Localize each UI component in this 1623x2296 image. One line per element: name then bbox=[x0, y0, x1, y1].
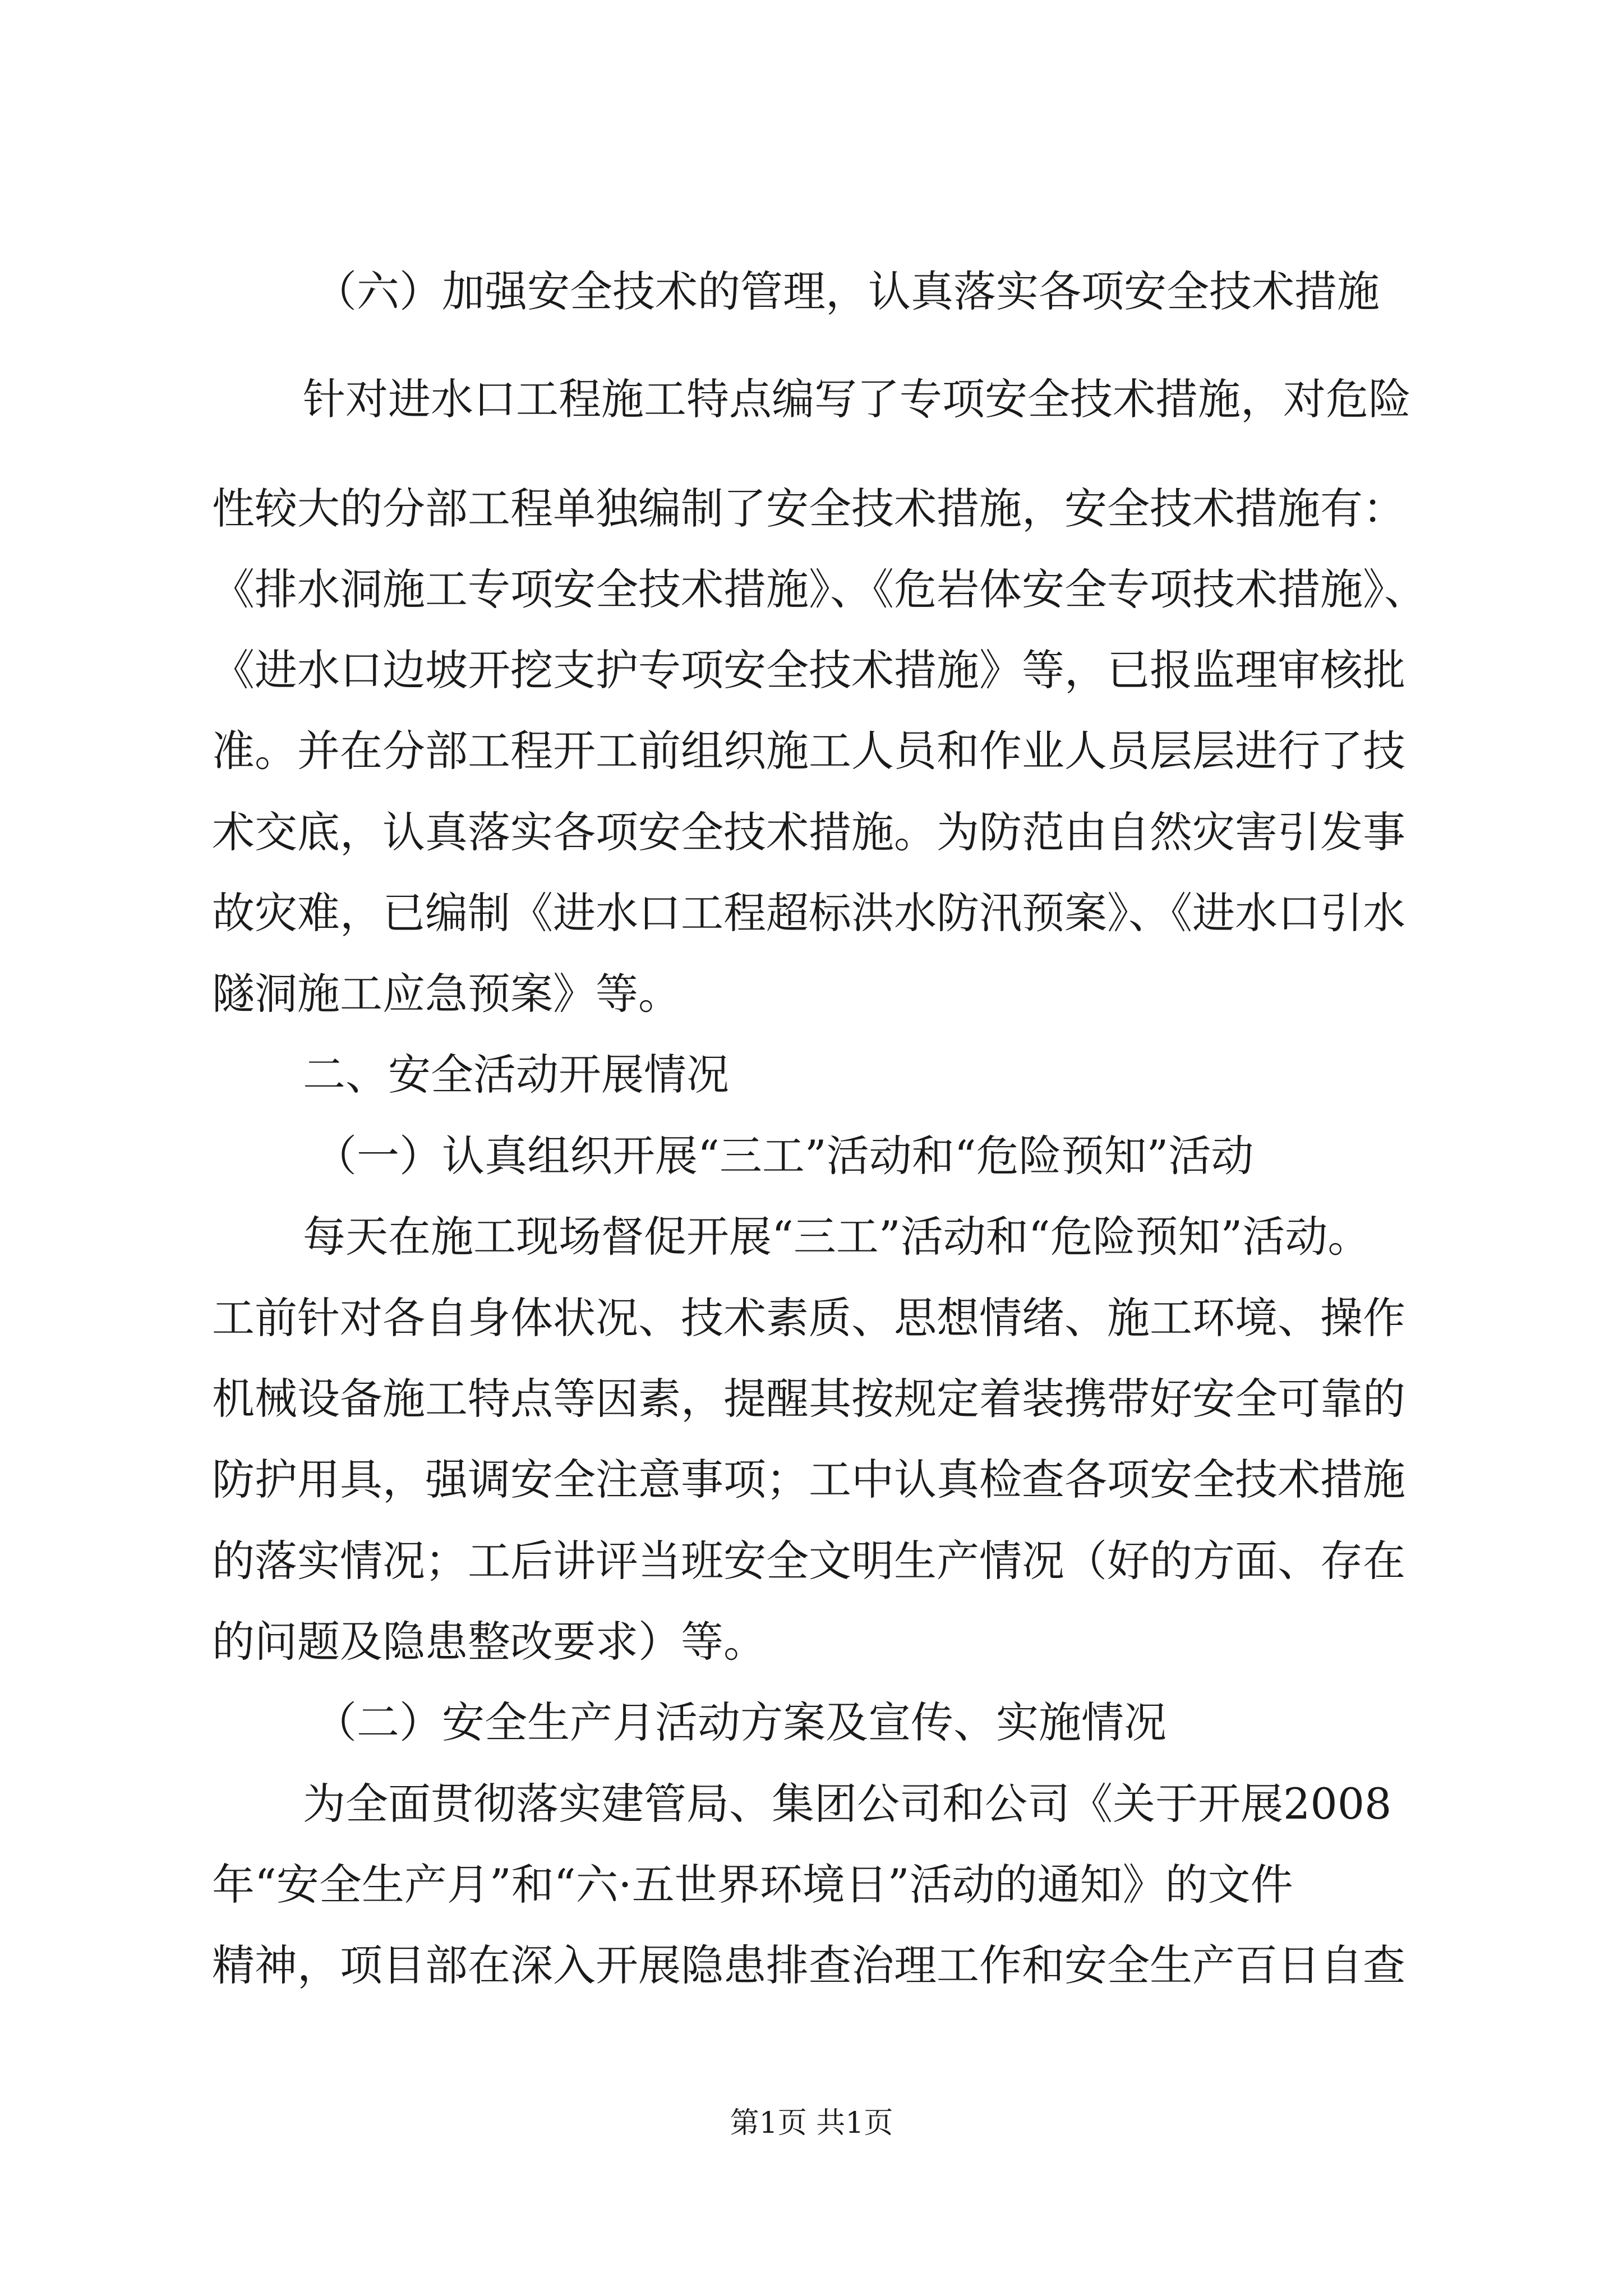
heading-subsection-1: （一）认真组织开展“三工”活动和“危险预知”活动 bbox=[314, 1131, 1254, 1181]
paragraph-line: 每天在施工现场督促开展“三工”活动和“危险预知”活动。 bbox=[303, 1212, 1371, 1262]
paragraph-line: 隧洞施工应急预案》等。 bbox=[212, 969, 681, 1019]
paragraph-line: 的问题及隐患整改要求）等。 bbox=[212, 1617, 766, 1667]
paragraph-line: 针对进水口工程施工特点编写了专项安全技术措施，对危险 bbox=[303, 374, 1411, 424]
paragraph-line: 精神，项目部在深入开展隐患排查治理工作和安全生产百日自查 bbox=[212, 1940, 1405, 1990]
paragraph-line: 的落实情况；工后讲评当班安全文明生产情况（好的方面、存在 bbox=[212, 1536, 1405, 1586]
paragraph-line: 《进水口边坡开挖支护专项安全技术措施》等，已报监理审核批 bbox=[212, 645, 1405, 695]
heading-section-2: 二、安全活动开展情况 bbox=[303, 1050, 729, 1099]
paragraph-line: 机械设备施工特点等因素，提醒其按规定着装携带好安全可靠的 bbox=[212, 1374, 1405, 1424]
heading-subsection-2: （二）安全生产月活动方案及宣传、实施情况 bbox=[314, 1697, 1166, 1747]
paragraph-line: 性较大的分部工程单独编制了安全技术措施，安全技术措施有： bbox=[212, 484, 1405, 533]
paragraph-line: 工前针对各自身体状况、技术素质、思想情绪、施工环境、操作 bbox=[212, 1293, 1405, 1343]
paragraph-line: 年“安全生产月”和“六·五世界环境日”活动的通知》的文件 bbox=[212, 1860, 1293, 1910]
paragraph-line: 故灾难，已编制《进水口工程超标洪水防汛预案》、《进水口引水 bbox=[212, 888, 1405, 938]
paragraph-line: 准。并在分部工程开工前组织施工人员和作业人员层层进行了技 bbox=[212, 726, 1405, 776]
page-footer: 第1页 共1页 bbox=[730, 2106, 893, 2140]
heading-section-6: （六）加强安全技术的管理，认真落实各项安全技术措施 bbox=[314, 266, 1380, 316]
paragraph-line: 术交底，认真落实各项安全技术措施。为防范由自然灾害引发事 bbox=[212, 807, 1405, 857]
paragraph-line: 《排水洞施工专项安全技术措施》、《危岩体安全专项技术措施》、 bbox=[212, 564, 1427, 614]
paragraph-line: 为全面贯彻落实建管局、集团公司和公司《关于开展2008 bbox=[303, 1779, 1392, 1829]
paragraph-line: 防护用具，强调安全注意事项；工中认真检查各项安全技术措施 bbox=[212, 1455, 1405, 1504]
